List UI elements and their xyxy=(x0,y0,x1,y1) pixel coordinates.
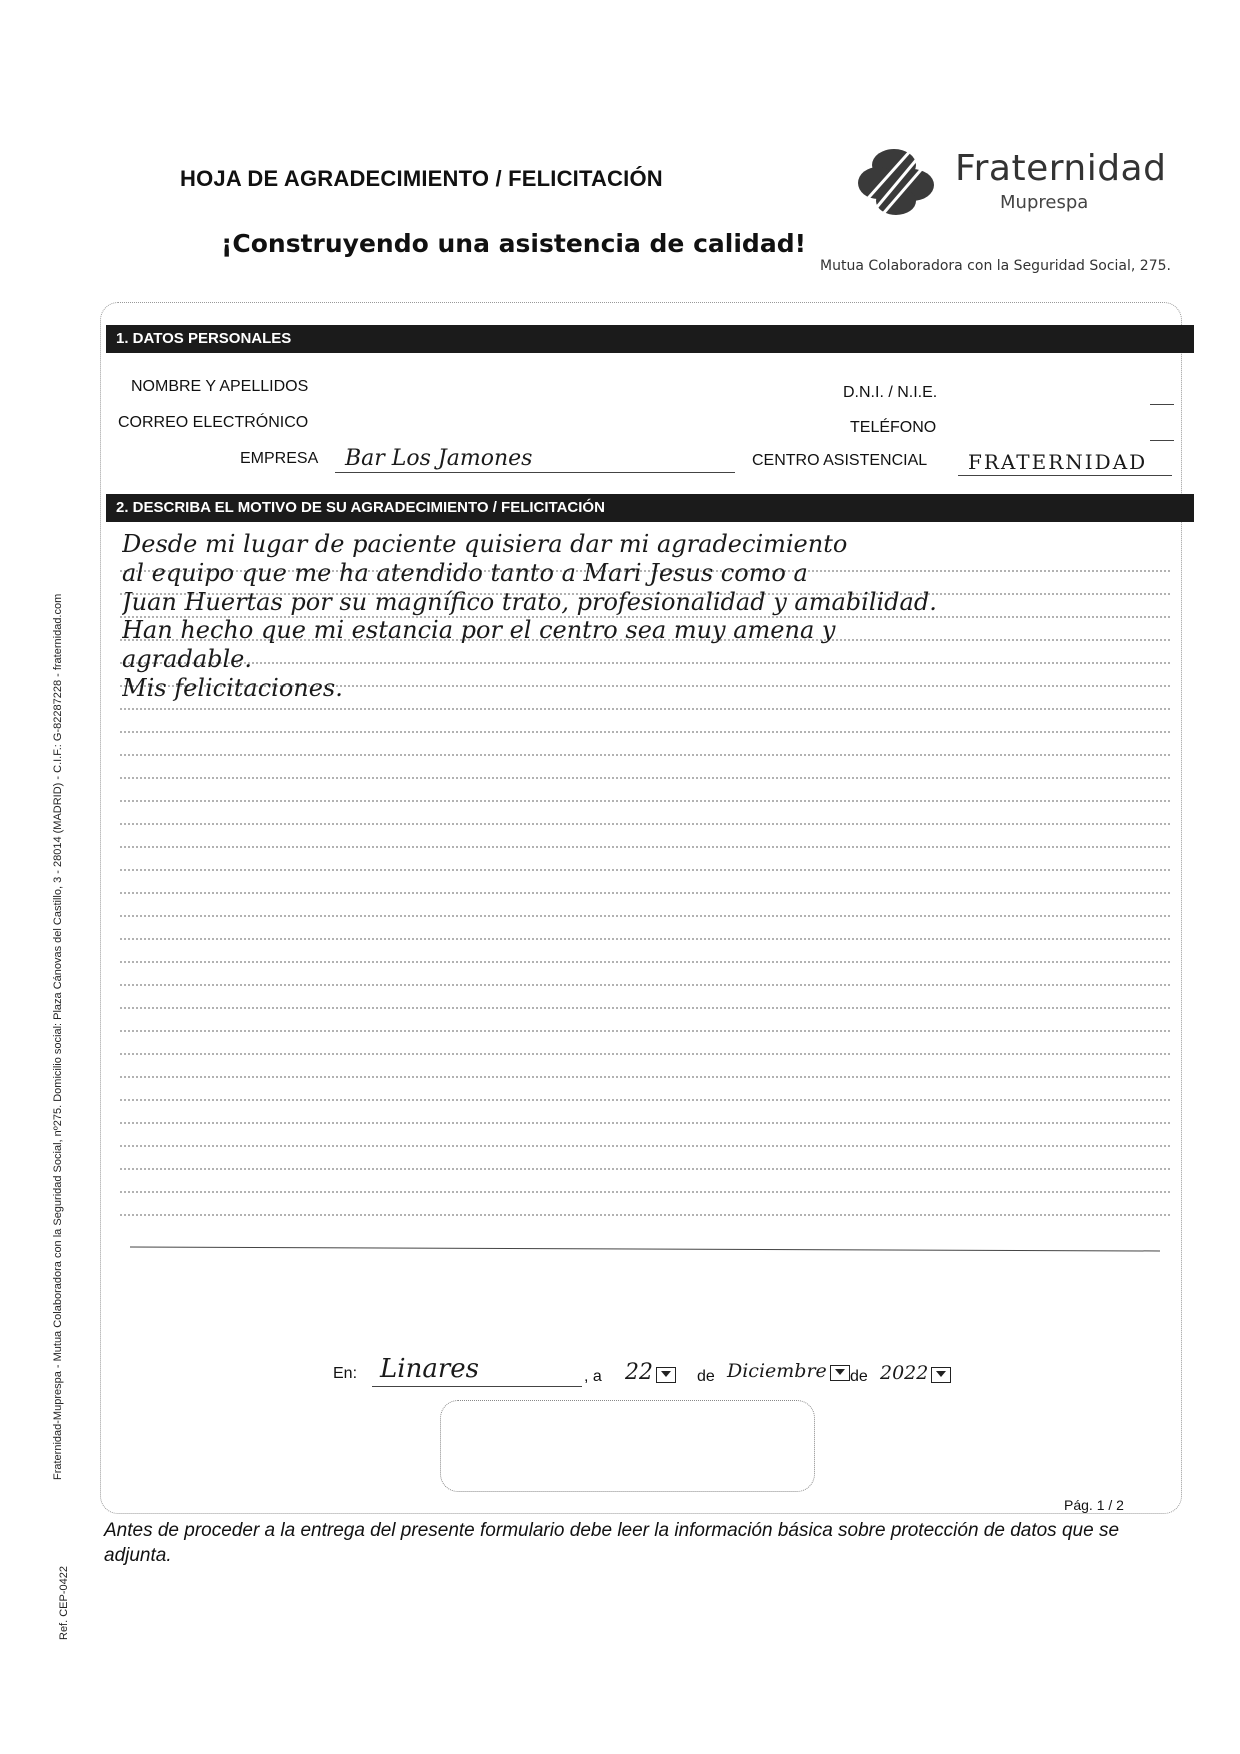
day-select[interactable] xyxy=(625,1360,676,1385)
motivo-line: Han hecho que mi estancia por el centro sea muy amena y xyxy=(122,616,836,645)
motivo-line: agradable. xyxy=(122,645,252,674)
fraternidad-logo-icon xyxy=(852,143,952,219)
form-title: HOJA DE AGRADECIMIENTO / FELICITACIÓN xyxy=(180,166,663,191)
month-select[interactable] xyxy=(727,1360,850,1382)
en-label: En: xyxy=(333,1365,358,1382)
signature-box[interactable] xyxy=(440,1400,815,1492)
chevron-down-icon xyxy=(931,1367,951,1383)
place-field[interactable]: Linares xyxy=(380,1354,479,1384)
dni-label: D.N.I. / N.I.E. xyxy=(843,384,938,401)
a-label: , a xyxy=(584,1368,602,1385)
place-underline xyxy=(372,1386,582,1387)
dni-field[interactable] xyxy=(1150,404,1174,405)
telefono-field[interactable] xyxy=(1150,440,1174,441)
privacy-note: Antes de proceder a la entrega del presente formulario debe leer la información básica sobre protección de datos que se adjunta. xyxy=(104,1520,1120,1566)
motivo-line: Desde mi lugar de paciente quisiera dar mi agradecimiento xyxy=(122,530,848,558)
empresa-field[interactable]: Bar Los Jamones xyxy=(345,446,533,471)
centro-label: CENTRO ASISTENCIAL xyxy=(752,452,928,469)
brand-subname: Muprespa xyxy=(1000,192,1089,213)
section1-header: 1. DATOS PERSONALES xyxy=(106,325,1194,353)
chevron-down-icon xyxy=(830,1365,850,1381)
day-value: 22 xyxy=(625,1360,653,1385)
form-reference: Ref. CEP-0422 xyxy=(58,1566,70,1640)
empresa-underline xyxy=(335,472,735,473)
chevron-down-icon xyxy=(656,1367,676,1383)
side-legal-text: Fraternidad-Muprespa - Mutua Colaboradora con la Seguridad Social, nº275. Domicilio social: Plaza Cánovas del Castillo, 3 - 28014 (MADRID) - C.I.F.: G-82287228 - fraternidad.com xyxy=(52,593,64,1480)
nombre-label: NOMBRE Y APELLIDOS xyxy=(131,378,309,395)
motivo-line: al equipo que me ha atendido tanto a Mari Jesus como a xyxy=(122,558,808,587)
correo-label: CORREO ELECTRÓNICO xyxy=(118,414,309,431)
page-number: Pág. 1 / 2 xyxy=(1064,1497,1124,1513)
form-subtitle: ¡Construyendo una asistencia de calidad! xyxy=(221,229,806,258)
year-value: 2022 xyxy=(880,1362,929,1384)
de-label-2: de xyxy=(850,1368,868,1385)
telefono-label: TELÉFONO xyxy=(850,419,937,436)
month-value: Diciembre xyxy=(727,1360,827,1382)
motivo-line: Juan Huertas por su magnífico trato, profesionalidad y amabilidad. xyxy=(122,587,937,616)
year-select[interactable] xyxy=(880,1362,951,1384)
motivo-field[interactable] xyxy=(122,530,1152,703)
brand-name: Fraternidad xyxy=(955,148,1167,189)
centro-underline xyxy=(958,475,1172,476)
empresa-label: EMPRESA xyxy=(240,450,319,467)
section2-header: 2. DESCRIBA EL MOTIVO DE SU AGRADECIMIENTO / FELICITACIÓN xyxy=(106,494,1194,522)
mutua-text: Mutua Colaboradora con la Seguridad Social, 275. xyxy=(820,258,1171,274)
de-label-1: de xyxy=(697,1368,715,1385)
centro-field[interactable]: FRATERNIDAD xyxy=(968,450,1148,474)
motivo-line: Mis felicitaciones. xyxy=(122,673,343,702)
